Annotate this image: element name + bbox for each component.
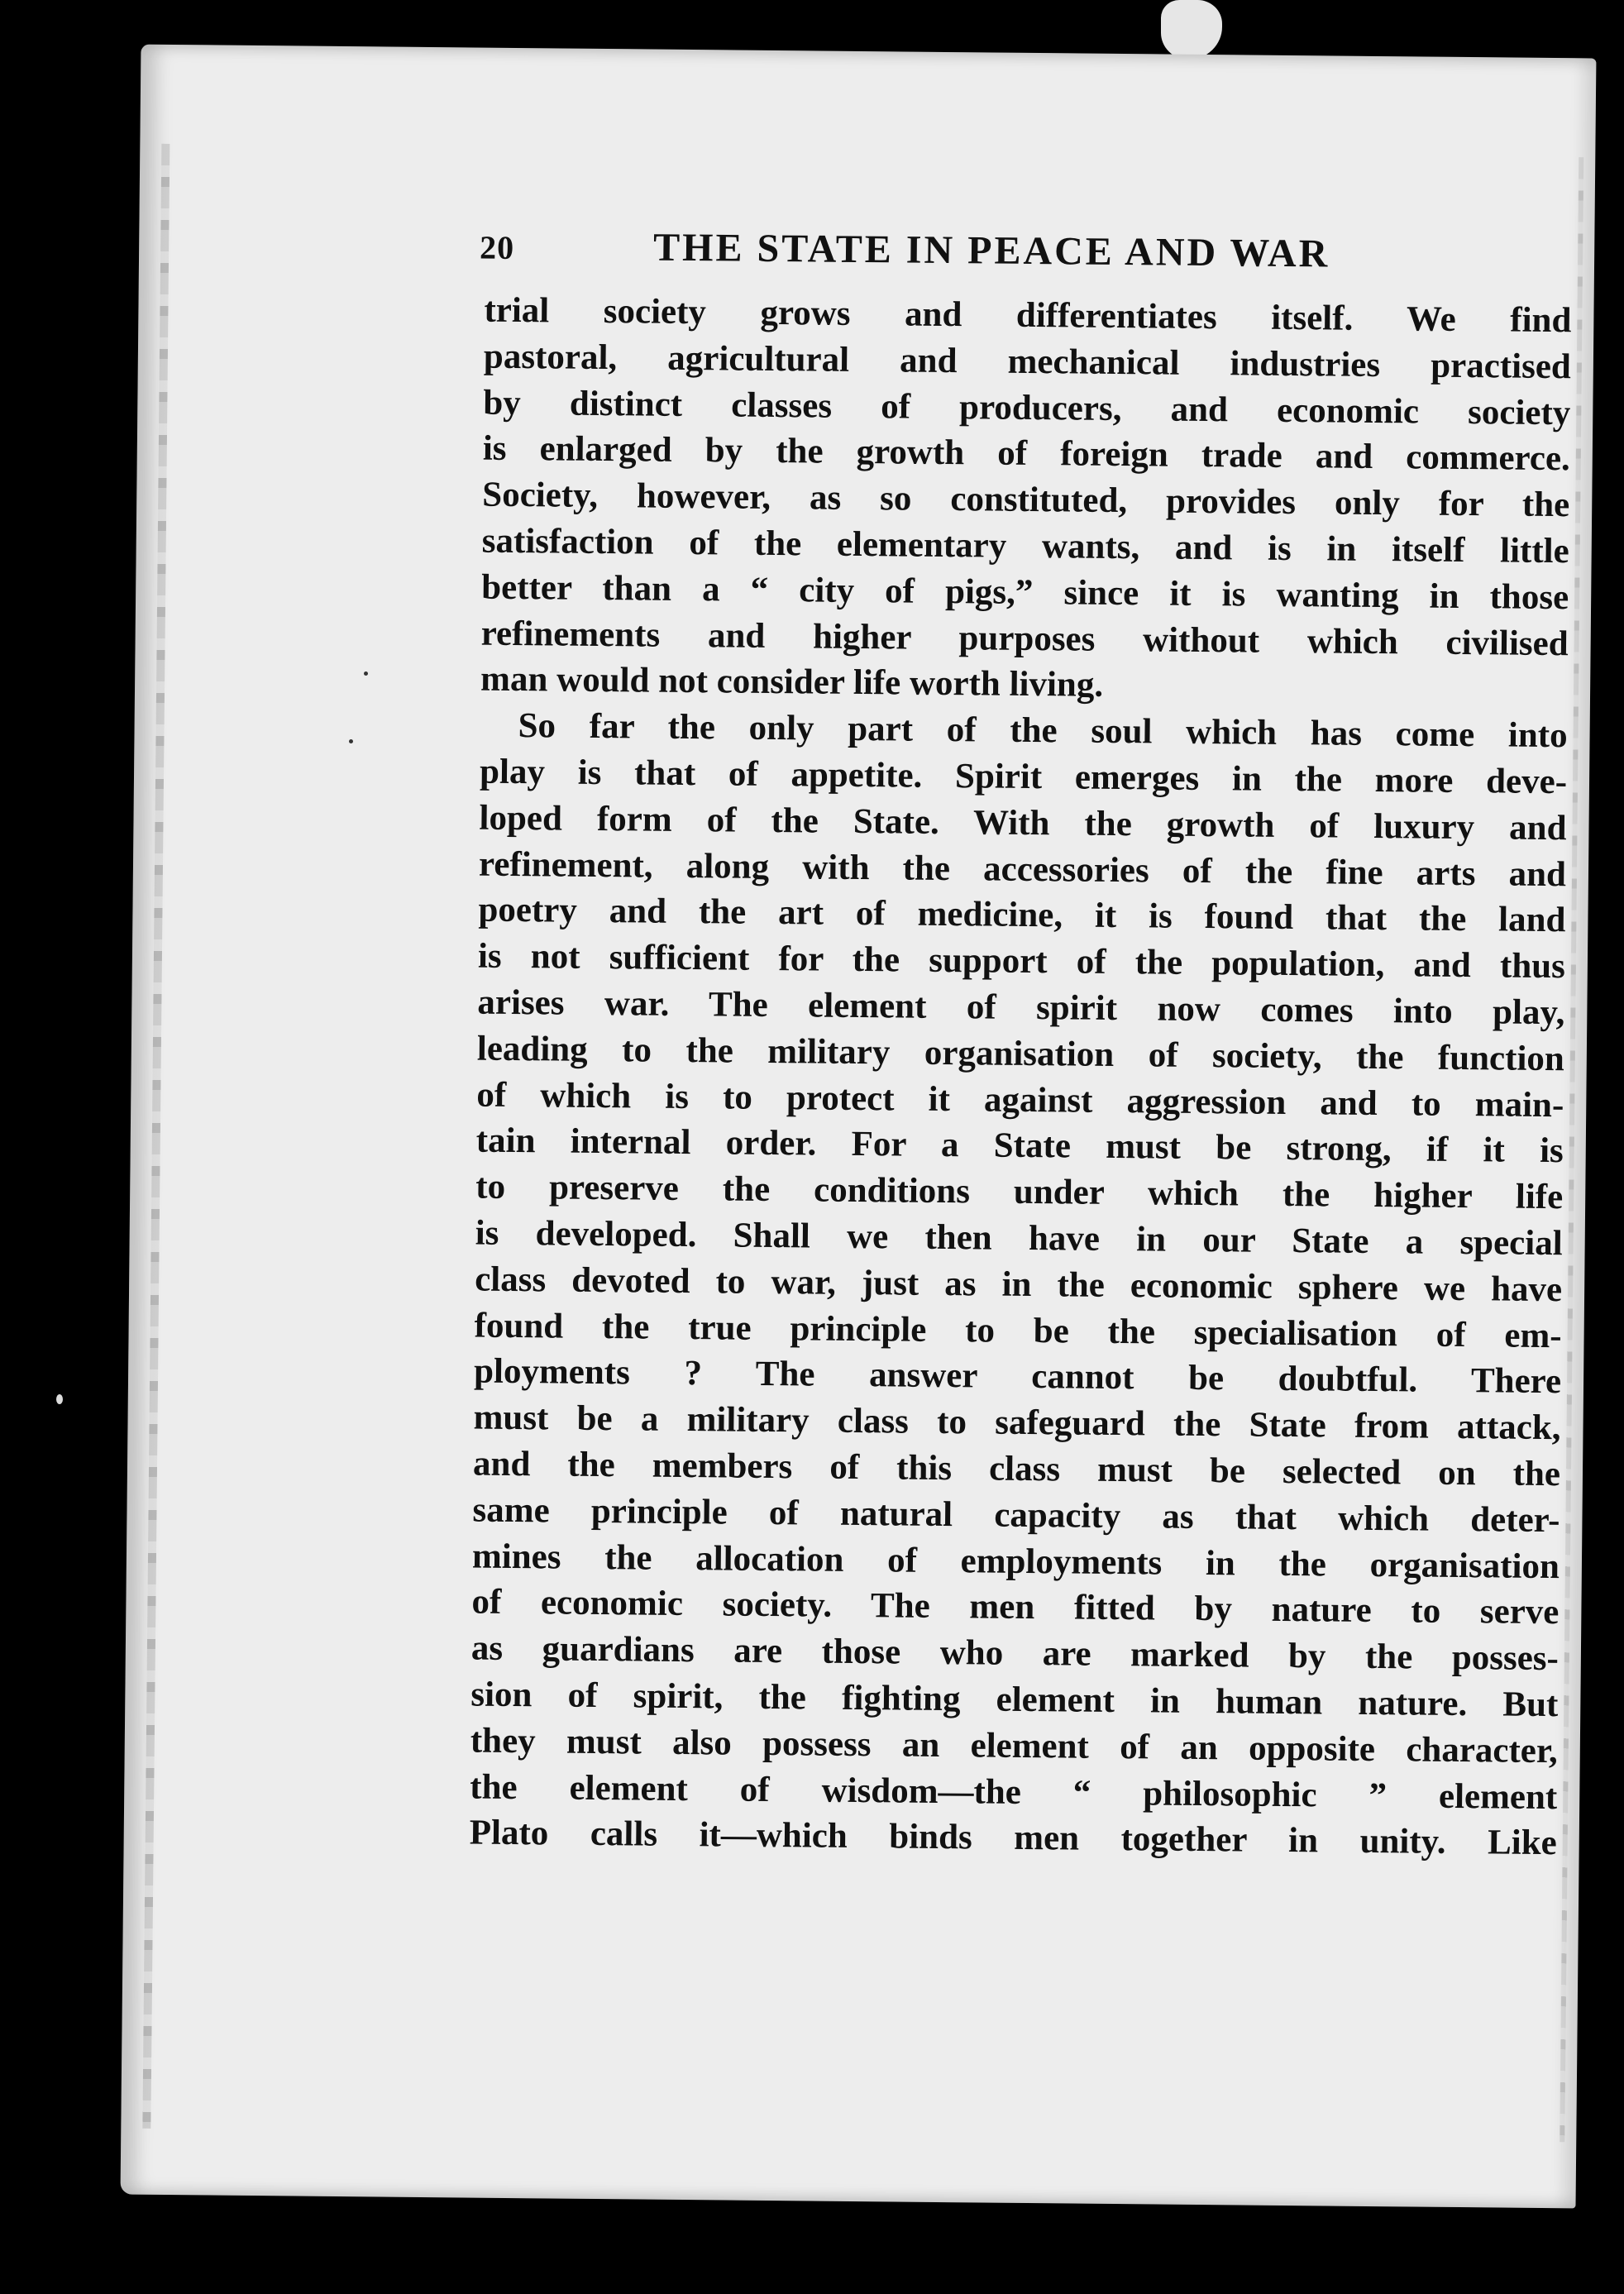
text-line: Society, however, as so constituted, provides only for the (482, 475, 1570, 525)
body-text (470, 288, 1572, 1867)
running-head (480, 213, 1423, 289)
text-line: arises war. The element of spirit now comes into play, (477, 982, 1565, 1033)
film-speck (364, 671, 368, 676)
text-line: they must also possess an element of an opposite character, (470, 1721, 1559, 1771)
text-line: So far the only part of the soul which has come into (518, 706, 1568, 756)
text-line: mines the allocation of employments in the organisation (471, 1537, 1560, 1586)
text-line: refinement, along with the accessories of the fine arts and (478, 844, 1567, 894)
text-line: the element of wisdom—the “ philosophic ” element (470, 1767, 1558, 1817)
text-line: found the true principle to be the specialisation of em- (474, 1306, 1562, 1355)
text-line: class devoted to war, just as in the economic sphere we have (474, 1259, 1563, 1309)
text-line: is developed. Shall we then have in our State a special (475, 1213, 1563, 1264)
film-speck (1161, 0, 1222, 60)
text-line: and the members of this class must be selected on the (472, 1444, 1561, 1494)
page-gutter-edge (142, 144, 170, 2129)
text-line: poetry and the art of medicine, it is found that the land (478, 890, 1566, 940)
book-page (121, 45, 1597, 2209)
text-line: sion of spirit, the fighting element in human nature. But (470, 1675, 1559, 1725)
text-line: by distinct classes of producers, and economic society (483, 383, 1571, 433)
film-speck (56, 1394, 63, 1404)
text-line: tain internal order. For a State must be strong, if it is (475, 1121, 1564, 1171)
text-line: of economic society. The men fitted by nature to serve (471, 1582, 1560, 1632)
text-line: leading to the military organisation of society, the function (476, 1029, 1565, 1078)
text-line: satisfaction of the elementary wants, and is in itself little (481, 521, 1569, 571)
page-number: 20 (479, 228, 515, 266)
text-line: to preserve the conditions under which the higher life (475, 1167, 1564, 1217)
text-line: pastoral, agricultural and mechanical industries practised (483, 337, 1572, 387)
running-title: THE STATE IN PEACE AND WAR (652, 225, 1330, 276)
text-line: refinements and higher purposes without which civilised (480, 614, 1569, 663)
text-line: play is that of appetite. Spirit emerges in the more deve- (479, 752, 1568, 802)
text-line: of which is to protect it against aggression and to main- (476, 1075, 1564, 1125)
text-line: trial society grows and differentiates itself. We find (484, 290, 1572, 341)
text-line: is not sufficient for the support of the population, and thus (477, 936, 1566, 987)
text-line: ployments ? The answer cannot be doubtful. There (473, 1351, 1562, 1402)
text-line: loped form of the State. With the growth of luxury and (479, 798, 1567, 848)
text-line: must be a military class to safeguard the State from attack, (473, 1398, 1561, 1448)
text-line: better than a “ city of pigs,” since it is wanting in those (481, 567, 1569, 617)
text-line: man would not consider life worth living. (480, 659, 1104, 705)
film-speck (349, 739, 353, 743)
text-line: is enlarged by the growth of foreign trade and commerce. (482, 428, 1571, 479)
text-line: Plato calls it—which binds men together in unity. Like (469, 1813, 1557, 1863)
text-line: as guardians are those who are marked by the posses- (470, 1628, 1560, 1679)
text-line: same principle of natural capacity as that which deter- (472, 1490, 1560, 1540)
